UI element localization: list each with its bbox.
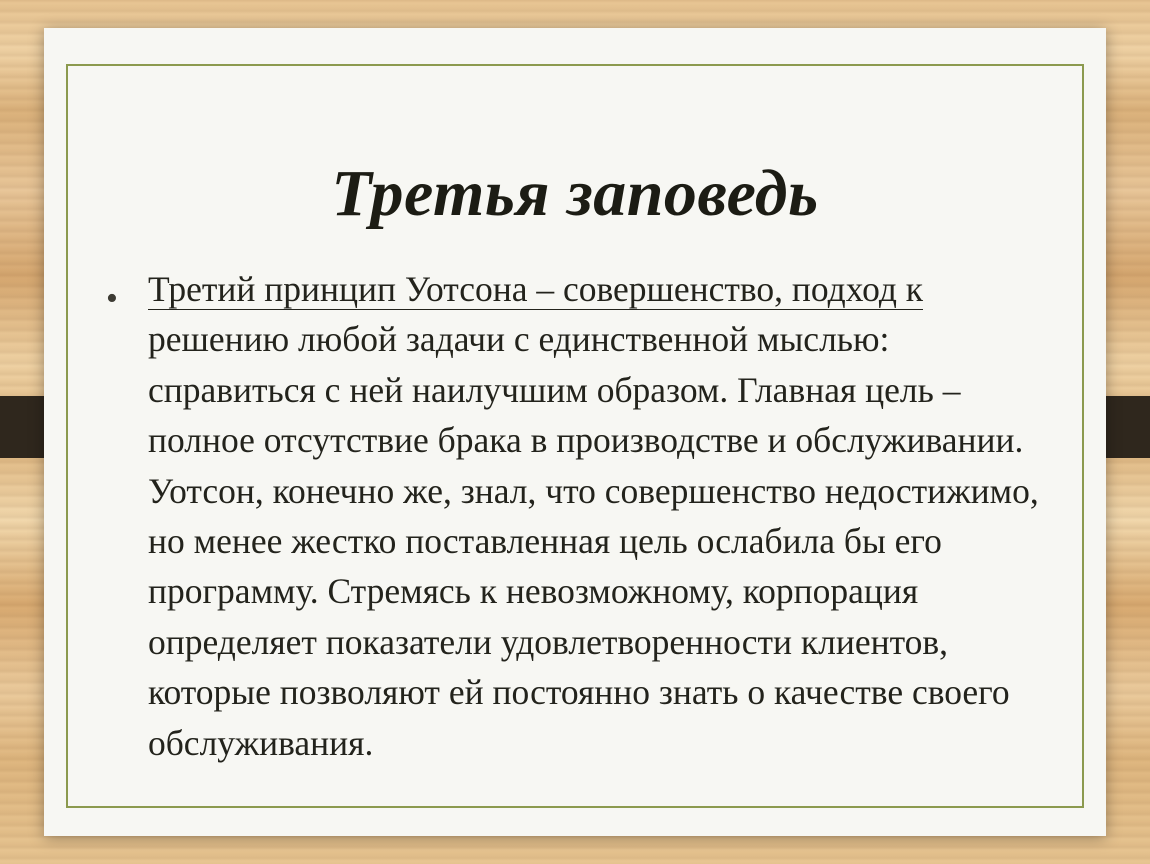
slide-body	[106, 264, 1048, 768]
list-item	[106, 264, 1048, 768]
bullet-lead-underlined: Третий принцип Уотсона – совершенство, подход к	[148, 269, 924, 309]
slide-title: Третья заповедь	[331, 157, 819, 230]
bullet-marker-icon: •	[106, 280, 118, 317]
slide-paper-card	[44, 28, 1106, 836]
bullet-rest-text: решению любой задачи с единственной мыслью: справиться с ней наилучшим образом. Главная цель – полное отсутствие брака в производстве и обслуживании. Уотсон, конечно же, знал, что совершенство недостижимо, но менее жестко поставленная цель ослабила бы его программу. Стремясь к невозможному, корпорация определяет показатели удовлетворенности клиентов, которые позволяют ей постоянно знать о качестве своего обслуживания.	[148, 319, 1039, 763]
bullet-paragraph	[148, 264, 1048, 768]
